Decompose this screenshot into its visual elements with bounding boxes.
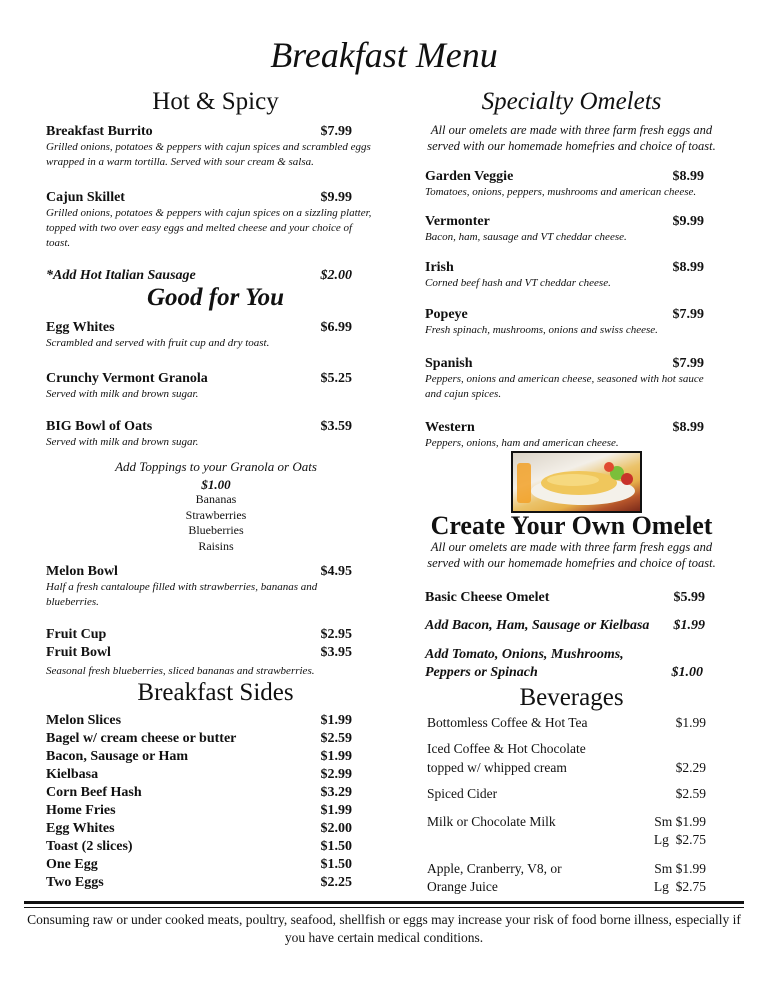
- addon-name: Add Tomato, Onions, Mushrooms,: [425, 647, 624, 662]
- item-price: $2.00: [320, 821, 352, 836]
- item-name: Cajun Skillet: [46, 190, 125, 205]
- menu-item: [425, 259, 704, 277]
- item-price: $2.99: [320, 767, 352, 782]
- list-item: [46, 856, 352, 874]
- item-name: Bacon, Sausage or Ham: [46, 749, 189, 764]
- menu-item: [425, 168, 704, 186]
- addon-name: Add Bacon, Ham, Sausage or Kielbasa: [425, 618, 650, 633]
- addon-price: $1.00: [671, 665, 703, 680]
- menu-item: [46, 563, 352, 581]
- item-price: $1.99: [320, 749, 352, 764]
- menu-item: [46, 644, 352, 662]
- item-desc: Grilled onions, potatoes & peppers with cajun spices and scrambled eggs wrapped in a warm tortilla. Served with sour cream & salsa.: [46, 141, 371, 168]
- list-item: [46, 766, 352, 784]
- item-name: Breakfast Burrito: [46, 124, 153, 139]
- beverage-price-large: Lg $2.75: [653, 832, 706, 847]
- beverage-price: $2.59: [675, 786, 706, 801]
- addon-price: $1.99: [673, 618, 705, 633]
- topping-item: Blueberries: [188, 523, 244, 537]
- beverages-heading: Beverages: [519, 684, 624, 711]
- item-price: $5.99: [673, 590, 705, 605]
- beverage-row: [427, 813, 706, 849]
- item-desc: Served with milk and brown sugar.: [46, 388, 199, 400]
- addon-price: $2.00: [320, 268, 352, 283]
- item-price: $1.99: [320, 713, 352, 728]
- item-name: Corn Beef Hash: [46, 785, 142, 800]
- item-name: Crunchy Vermont Granola: [46, 371, 208, 386]
- item-name: One Egg: [46, 857, 98, 872]
- item-name: Popeye: [425, 307, 468, 322]
- beverage-name: Bottomless Coffee & Hot Tea: [427, 715, 588, 730]
- item-name: Melon Slices: [46, 713, 122, 728]
- menu-item: [46, 626, 352, 644]
- addon-row: [425, 646, 703, 682]
- addon-row: [425, 617, 705, 635]
- item-desc: Scrambled and served with fruit cup and dry toast.: [46, 337, 270, 349]
- create-omelet-heading: Create Your Own Omelet: [430, 511, 713, 540]
- item-name: Home Fries: [46, 803, 116, 818]
- toppings-list: [46, 492, 386, 554]
- item-name: Melon Bowl: [46, 564, 118, 579]
- menu-item: [425, 213, 704, 231]
- item-name: Irish: [425, 260, 454, 275]
- item-price: $7.99: [672, 307, 704, 322]
- item-desc: Peppers, onions, ham and american cheese.: [425, 437, 619, 449]
- topping-item: Bananas: [195, 492, 237, 506]
- menu-item: [425, 355, 704, 373]
- page-title: Breakfast Menu: [270, 35, 498, 75]
- beverage-name: topped w/ whipped cream: [427, 760, 567, 775]
- toppings-heading: Add Toppings to your Granola or Oats: [115, 459, 317, 474]
- list-item: [46, 838, 352, 856]
- menu-item: [46, 418, 352, 436]
- item-desc: Peppers, onions and american cheese, seasoned with hot sauce and cajun spices.: [425, 373, 704, 400]
- menu-item: [46, 123, 352, 141]
- item-price: $8.99: [672, 169, 704, 184]
- beverage-price: $1.99: [675, 715, 706, 730]
- item-price: $4.95: [320, 564, 352, 579]
- item-desc: Seasonal fresh blueberries, sliced bananas and strawberries.: [46, 665, 315, 677]
- hot-spicy-heading: Hot & Spicy: [152, 88, 279, 115]
- toppings-price: $1.00: [201, 477, 231, 492]
- omelets-intro: All our omelets are made with three farm fresh eggs and served with our homemade homefries and choice of toast.: [427, 123, 716, 153]
- item-desc: Grilled onions, potatoes & peppers with cajun spices on a sizzling platter, topped with two over easy eggs and melted cheese and your choice of toast.: [46, 207, 372, 249]
- list-item: [46, 730, 352, 748]
- item-price: $9.99: [320, 190, 352, 205]
- beverage-name: Spiced Cider: [427, 786, 498, 801]
- list-item: [46, 802, 352, 820]
- menu-item: [46, 319, 352, 337]
- item-name: Two Eggs: [46, 875, 104, 890]
- item-price: $3.29: [320, 785, 352, 800]
- item-price: $6.99: [320, 320, 352, 335]
- beverage-price: $2.29: [675, 760, 706, 775]
- beverage-row: [427, 860, 706, 896]
- specialty-omelets-heading: Specialty Omelets: [481, 88, 662, 115]
- topping-item: Raisins: [198, 538, 234, 553]
- sides-heading: Breakfast Sides: [137, 679, 294, 706]
- menu-item: [425, 589, 705, 607]
- beverage-row: [427, 714, 706, 732]
- addon-row: [46, 267, 352, 285]
- item-price: $7.99: [320, 124, 352, 139]
- item-desc: Corned beef hash and VT cheddar cheese.: [425, 277, 611, 289]
- item-price: $3.59: [320, 419, 352, 434]
- item-name: Fruit Bowl: [46, 645, 111, 660]
- item-price: $1.99: [320, 803, 352, 818]
- item-desc: Served with milk and brown sugar.: [46, 436, 199, 448]
- item-price: $9.99: [672, 214, 704, 229]
- item-desc: Fresh spinach, mushrooms, onions and swiss cheese.: [425, 324, 658, 336]
- beverage-row: [427, 785, 706, 803]
- item-price: $2.95: [320, 627, 352, 642]
- item-price: $5.25: [320, 371, 352, 386]
- item-price: $8.99: [672, 420, 704, 435]
- item-name: Egg Whites: [46, 821, 115, 836]
- addon-name: *Add Hot Italian Sausage: [46, 268, 196, 283]
- beverage-price-small: Sm $1.99: [654, 814, 706, 829]
- menu-item: [425, 419, 704, 437]
- item-name: Basic Cheese Omelet: [425, 590, 550, 605]
- item-name: Spanish: [425, 356, 473, 371]
- menu-item: [46, 370, 352, 388]
- item-desc: Bacon, ham, sausage and VT cheddar cheese.: [425, 231, 627, 243]
- menu-item: [46, 189, 352, 207]
- item-name: Bagel w/ cream cheese or butter: [46, 731, 237, 746]
- item-price: $2.25: [320, 875, 352, 890]
- item-name: Garden Veggie: [425, 169, 514, 184]
- health-disclaimer: Consuming raw or under cooked meats, poultry, seafood, shellfish or eggs may increase your risk of food borne illness, especially if you have certain medical conditions.: [27, 912, 741, 945]
- item-name: Kielbasa: [46, 767, 99, 782]
- list-item: [46, 712, 352, 730]
- footer-divider: [24, 901, 744, 904]
- list-item: [46, 748, 352, 766]
- sides-list: [46, 712, 352, 892]
- item-desc: Tomatoes, onions, peppers, mushrooms and american cheese.: [425, 186, 697, 198]
- item-price: $1.50: [320, 857, 352, 872]
- list-item: [46, 820, 352, 838]
- beverage-price-large: Lg $2.75: [653, 879, 706, 894]
- list-item: [46, 874, 352, 892]
- omelet-illustration: [513, 453, 640, 511]
- item-price: $2.59: [320, 731, 352, 746]
- item-name: BIG Bowl of Oats: [46, 419, 153, 434]
- item-name: Vermonter: [425, 214, 490, 229]
- beverage-price-small: Sm $1.99: [654, 861, 706, 876]
- item-name: Egg Whites: [46, 320, 115, 335]
- beverage-name: Milk or Chocolate Milk: [427, 814, 556, 829]
- item-price: $3.95: [320, 645, 352, 660]
- item-name: Fruit Cup: [46, 627, 107, 642]
- menu-item: [425, 306, 704, 324]
- beverage-name: Iced Coffee & Hot Chocolate: [427, 741, 586, 756]
- list-item: [46, 784, 352, 802]
- item-price: $7.99: [672, 356, 704, 371]
- create-intro: All our omelets are made with three farm fresh eggs and served with our homemade homefries and choice of toast.: [427, 540, 716, 570]
- beverage-name: Apple, Cranberry, V8, or: [427, 861, 562, 876]
- item-price: $1.50: [320, 839, 352, 854]
- item-price: $8.99: [672, 260, 704, 275]
- footer-divider-thin: [24, 907, 744, 908]
- good-for-you-heading: Good for You: [146, 284, 285, 311]
- beverage-name: Orange Juice: [427, 879, 498, 894]
- item-name: Toast (2 slices): [46, 839, 133, 854]
- beverage-row: [427, 739, 706, 777]
- omelet-photo: [511, 451, 642, 513]
- addon-name: Peppers or Spinach: [425, 665, 538, 680]
- item-desc: Half a fresh cantaloupe filled with strawberries, bananas and blueberries.: [46, 581, 318, 608]
- topping-item: Strawberries: [185, 507, 247, 522]
- item-name: Western: [425, 420, 475, 435]
